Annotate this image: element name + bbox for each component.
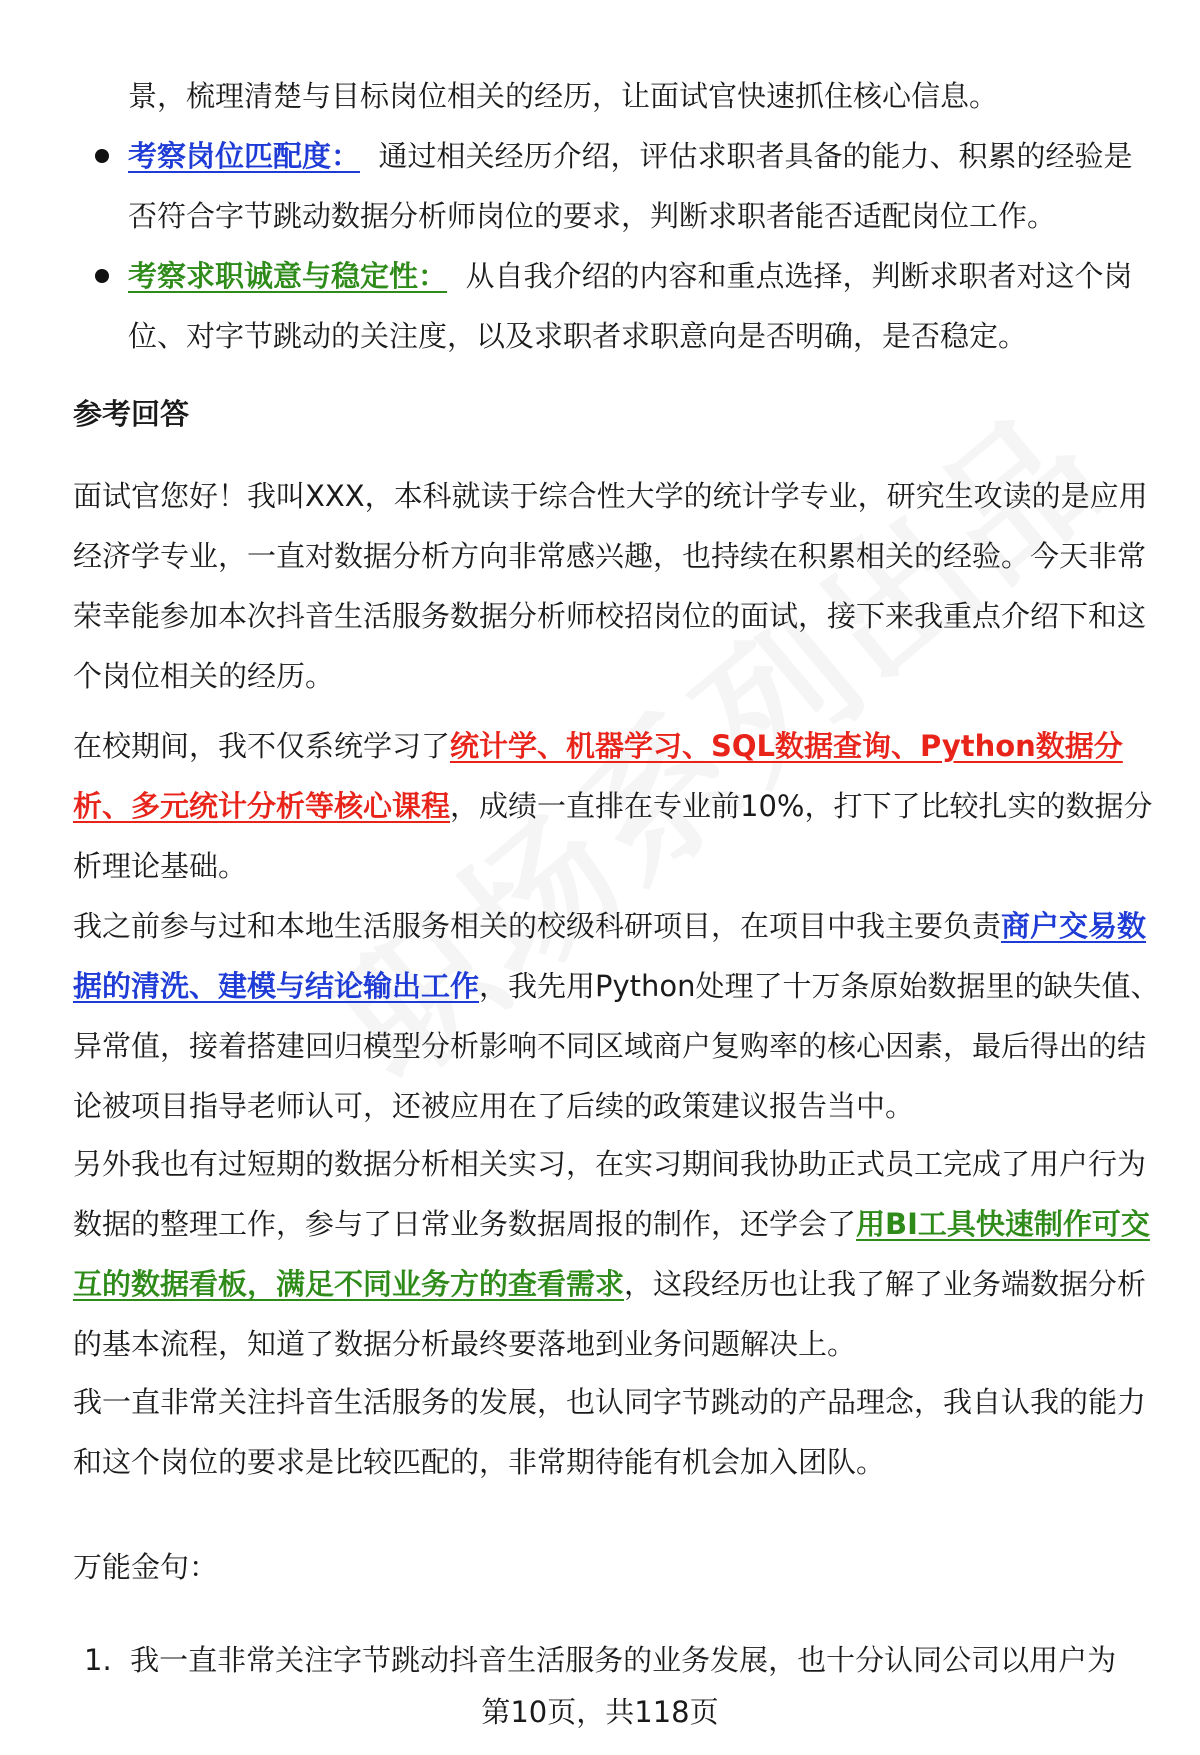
section-label: 万能金句： — [73, 1550, 219, 1584]
highlight-research: 商户交易数据的清洗、建模与结论输出工作 — [73, 909, 1147, 1003]
bullet-list — [0, 66, 1200, 366]
bullet-title-sincerity: 考察求职诚意与稳定性： — [128, 259, 448, 293]
bullet-title-job-match: 考察岗位匹配度： — [128, 139, 361, 173]
list-item — [0, 66, 1200, 126]
item-number: 1. — [84, 1643, 112, 1677]
highlight-courses: 统计学、机器学习、SQL数据查询、Python数据分析、多元统计分析等核心课程 — [73, 729, 1123, 823]
bullet-text-job-match: 通过相关经历介绍，评估求职者具备的能力、积累的经验是否符合字节跳动数据分析师岗位的要求，判断求职者能否适配岗位工作。 — [128, 139, 1133, 233]
paragraph-closing: 我一直非常关注抖音生活服务的发展，也认同字节跳动的产品理念，我自认我的能力和这个岗位的要求是比较匹配的，非常期待能有机会加入团队。 — [73, 1385, 1147, 1479]
list-item — [0, 246, 1200, 366]
highlight-bi: 用BI工具快速制作可交互的数据看板，满足不同业务方的查看需求 — [73, 1207, 1150, 1301]
section-heading: 参考回答 — [73, 397, 190, 431]
paragraph-text: 在校期间，我不仅系统学习了 — [73, 729, 451, 763]
paragraph-research — [73, 896, 1163, 1136]
paragraph-text: 我之前参与过和本地生活服务相关的校级科研项目，在项目中我主要负责 — [73, 909, 1002, 943]
page-footer: 第10页，共118页 — [481, 1695, 719, 1729]
list-item — [0, 126, 1200, 246]
paragraph-text: 另外我也有过短期的数据分析相关实习，在实习期间我协助正式员工完成了用户行为数据的整理工作，参与了日常业务数据周报的制作，还学会了 — [73, 1147, 1147, 1241]
bullet-continuation-text: 景，梳理清楚与目标岗位相关的经历，让面试官快速抓住核心信息。 — [128, 79, 999, 113]
paragraph-education — [73, 716, 1163, 896]
numbered-item — [84, 1630, 1174, 1690]
item-text: 我一直非常关注字节跳动抖音生活服务的业务发展，也十分认同公司以用户为 — [130, 1643, 1117, 1677]
bullet-dot-icon — [95, 149, 109, 163]
paragraph-text: ，成绩一直排在专业前10%，打下了比较扎实的数据分析理论基础。 — [73, 789, 1153, 883]
paragraph-text: ，我先用Python处理了十万条原始数据里的缺失值、异常值，接着搭建回归模型分析影响不同区域商户复购率的核心因素，最后得出的结论被项目指导老师认可，还被应用在了后续的政策建议报告当中。 — [73, 969, 1160, 1123]
paragraph-internship — [73, 1134, 1163, 1374]
paragraph-intro: 面试官您好！我叫XXX，本科就读于综合性大学的统计学专业，研究生攻读的是应用经济学专业，一直对数据分析方向非常感兴趣，也持续在积累相关的经验。今天非常荣幸能参加本次抖音生活服务数据分析师校招岗位的面试，接下来我重点介绍下和这个岗位相关的经历。 — [73, 479, 1148, 693]
bullet-dot-icon — [95, 269, 109, 283]
paragraph-text: ，这段经历也让我了解了业务端数据分析的基本流程，知道了数据分析最终要落地到业务问题解决上。 — [73, 1267, 1147, 1361]
bullet-text-sincerity: 从自我介绍的内容和重点选择，判断求职者对这个岗位、对字节跳动的关注度，以及求职者求职意向是否明确，是否稳定。 — [128, 259, 1133, 353]
